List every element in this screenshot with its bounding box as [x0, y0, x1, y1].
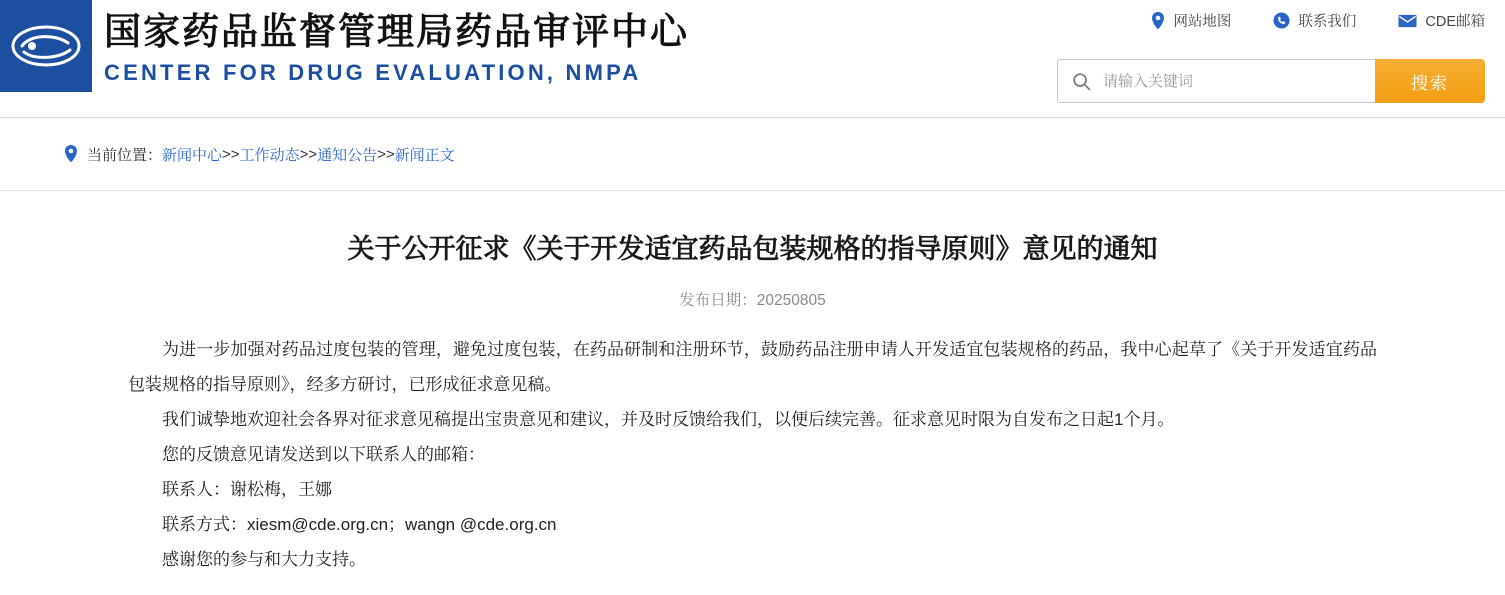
- breadcrumb-separator-1: >>: [222, 145, 240, 163]
- site-logo[interactable]: [0, 0, 92, 92]
- breadcrumb-item-article[interactable]: 新闻正文: [394, 146, 455, 164]
- search-input-wrapper[interactable]: [1057, 59, 1375, 103]
- publish-date: [128, 288, 1377, 310]
- top-link-mail[interactable]: [1398, 10, 1485, 31]
- breadcrumb-separator-3: >>: [377, 145, 395, 163]
- site-header: [0, 0, 1505, 118]
- search-bar: [1057, 59, 1485, 103]
- top-link-mail-label: CDE邮箱: [1425, 14, 1485, 30]
- phone-icon: [1273, 12, 1290, 29]
- top-link-sitemap-label: 网站地图: [1173, 14, 1232, 30]
- breadcrumb-item-announcements[interactable]: 通知公告: [317, 146, 378, 164]
- cde-logo-icon: [10, 24, 82, 68]
- article-paragraph-thanks: 感谢您的参与和大力支持。: [162, 550, 366, 569]
- publish-date-label: 发布日期：: [679, 292, 757, 309]
- article-paragraph-3: 您的反馈意见请发送到以下联系人的邮箱：: [162, 445, 485, 464]
- site-title-group: [104, 6, 689, 88]
- breadcrumb: [0, 118, 1505, 191]
- search-button[interactable]: 搜索: [1375, 59, 1485, 103]
- search-input[interactable]: [1091, 72, 1375, 91]
- top-links: [1151, 10, 1485, 31]
- article-paragraph-2: 我们诚挚地欢迎社会各界对征求意见稿提出宝贵意见和建议，并及时反馈给我们，以便后续完善。征求意见时限为自发布之日起1个月。: [162, 410, 1175, 429]
- breadcrumb-separator-2: >>: [299, 145, 318, 163]
- breadcrumb-item-news-center[interactable]: 新闻中心: [162, 146, 223, 164]
- top-link-contact-label: 联系我们: [1298, 14, 1357, 30]
- top-link-contact[interactable]: [1273, 10, 1356, 31]
- location-pin-icon: [64, 145, 78, 163]
- top-link-sitemap[interactable]: [1151, 10, 1231, 31]
- article-paragraph-contact-person: 联系人：谢松梅，王娜: [162, 480, 332, 499]
- article: [0, 229, 1505, 577]
- map-pin-icon: [1151, 12, 1165, 30]
- article-paragraph-contact-email: 联系方式：xiesm@cde.org.cn；wangn @cde.org.cn: [162, 515, 557, 534]
- page-title: 关于公开征求《关于开发适宜药品包装规格的指导原则》意见的通知: [347, 234, 1158, 264]
- breadcrumb-item-work-updates[interactable]: 工作动态: [239, 146, 300, 164]
- mail-icon: [1398, 14, 1417, 28]
- site-title-en: CENTER FOR DRUG EVALUATION, NMPA: [104, 60, 642, 85]
- article-body: [128, 332, 1377, 577]
- site-title-cn: 国家药品监督管理局药品审评中心: [104, 11, 689, 52]
- search-icon: [1072, 72, 1091, 91]
- article-paragraph-1: 为进一步加强对药品过度包装的管理，避免过度包装，在药品研制和注册环节，鼓励药品注册申请人开发适宜包装规格的药品，我中心起草了《关于开发适宜药品包装规格的指导原则》，经多方研讨，已形成征求意见稿。: [128, 340, 1377, 394]
- publish-date-value: 20250805: [756, 292, 826, 309]
- breadcrumb-prefix: 当前位置：: [87, 146, 163, 164]
